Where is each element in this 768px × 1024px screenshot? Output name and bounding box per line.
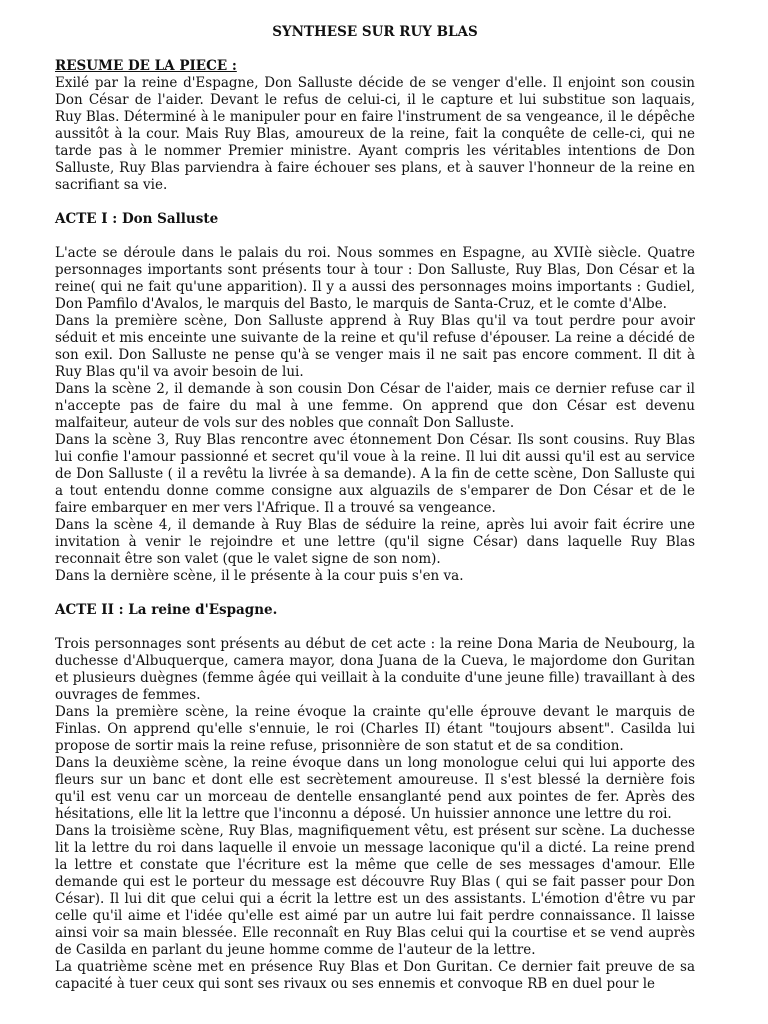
acte1-paragraph: Dans la première scène, Don Salluste apprend à Ruy Blas qu'il va tout perdre pour avoir séduit et mis enceinte une suivante de la reine et qu'il refuse d'épouser. La reine a décidé de son exil. Don Salluste ne pense qu'à se venger mais il ne sait pas encore comment. Il dit à Ruy Blas qu'il va avoir besoin de lui. — [55, 313, 695, 380]
acte1-paragraph: Dans la dernière scène, il le présente à la cour puis s'en va. — [55, 568, 464, 584]
spacer — [55, 194, 695, 211]
acte1-paragraph: Dans la scène 3, Ruy Blas rencontre avec étonnement Don César. Ils sont cousins. Ruy Blas lui confie l'amour passionné et secret qu'il voue à la reine. Il lui dit aussi qu'il est au service de Don Salluste ( il a revêtu la livrée à sa demande). A la fin de cette scène, Don Salluste qui a tout entendu donne comme consigne aux alguazils de s'emparer de Don César et de le faire embarquer en mer vers l'Afrique. Il a trouvé sa vengeance. — [55, 432, 695, 516]
spacer — [55, 619, 695, 636]
acte1-paragraph: Dans la scène 4, il demande à Ruy Blas de séduire la reine, après lui avoir fait écrire une invitation à venir le rejoindre et une lettre (qu'il signe César) dans laquelle Ruy Blas reconnait être son valet (que le valet signe de son nom). — [55, 517, 695, 567]
acte2-paragraph: Dans la troisième scène, Ruy Blas, magnifiquement vêtu, est présent sur scène. La duchesse lit la lettre du roi dans laquelle il envoie un message laconique qu'il a dicté. La reine prend la lettre et constate que l'écriture est la même que celle de ses messages d'amour. Elle demande qui est le porteur du message est découvre Ruy Blas ( qui se fait passer pour Don César). Il lui dit que celui qui a écrit la lettre est un des assistants. L'émotion d'être vu par celle qu'il aime et l'idée qu'elle est aimé par un autre lui fait perdre connaissance. Il laisse ainsi voir sa main blessée. Elle reconnaît en Ruy Blas celui qui la courtise et se vend auprès de Casilda en parlant du jeune homme comme de l'auteur de la lettre. — [55, 823, 695, 958]
acte2-paragraph: Dans la deuxième scène, la reine évoque dans un long monologue celui qui lui apporte des fleurs sur un banc et dont elle est secrètement amoureuse. Il s'est blessé la dernière fois qu'il est venu car un morceau de dentelle ensanglanté pend aux pointes de fer. Après des hésitations, elle lit la lettre que l'inconnu a déposé. Un huissier annonce une lettre du roi. — [55, 755, 695, 822]
acte2-paragraph: La quatrième scène met en présence Ruy Blas et Don Guritan. Ce dernier fait preuve de sa capacité à tuer ceux qui sont ses rivaux ou ses ennemis et convoque RB en duel pour le — [55, 959, 695, 992]
spacer — [55, 228, 695, 245]
acte2-heading: ACTE II : La reine d'Espagne. — [55, 602, 278, 618]
document-title: SYNTHESE SUR RUY BLAS — [272, 24, 478, 40]
resume-heading: RESUME DE LA PIECE : — [55, 58, 237, 74]
document-page — [55, 24, 695, 993]
resume-paragraph: Exilé par la reine d'Espagne, Don Salluste décide de se venger d'elle. Il enjoint son cousin Don César de l'aider. Devant le refus de celui-ci, il le capture et lui substitue son laquais, Ruy Blas. Déterminé à le manipuler pour en faire l'instrument de sa vengeance, il le dépêche aussitôt à la cour. Mais Ruy Blas, amoureux de la reine, fait la conquête de celle-ci, qui ne tarde pas à le nommer Premier ministre. Ayant compris les véritables intentions de Don Salluste, Ruy Blas parviendra à faire échouer ses plans, et à sauver l'honneur de la reine en sacrifiant sa vie. — [55, 75, 695, 193]
acte1-paragraph: Dans la scène 2, il demande à son cousin Don César de l'aider, mais ce dernier refuse car il n'accepte pas de faire du mal à une femme. On apprend que don César est devenu malfaiteur, auteur de vols sur des nobles que connaît Don Salluste. — [55, 381, 695, 431]
acte1-heading: ACTE I : Don Salluste — [55, 211, 219, 227]
acte1-paragraph: L'acte se déroule dans le palais du roi. Nous sommes en Espagne, au XVIIè siècle. Quatre personnages importants sont présents tour à tour : Don Salluste, Ruy Blas, Don César et la reine( qui ne fait qu'une apparition). Il y a aussi des personnages moins importants : Gudiel, Don Pamfilo d'Avalos, le marquis del Basto, le marquis de Santa-Cruz, et le comte d'Albe. — [55, 245, 695, 312]
spacer — [55, 585, 695, 602]
acte2-paragraph: Dans la première scène, la reine évoque la crainte qu'elle éprouve devant le marquis de Finlas. On apprend qu'elle s'ennuie, le roi (Charles II) étant "toujours absent". Casilda lui propose de sortir mais la reine refuse, prisonnière de son statut et de sa condition. — [55, 704, 695, 754]
acte2-paragraph: Trois personnages sont présents au début de cet acte : la reine Dona Maria de Neubourg, la duchesse d'Albuquerque, camera mayor, dona Juana de la Cueva, le majordome don Guritan et plusieurs duègnes (femme âgée qui veillait à la conduite d'une jeune fille) travaillant à des ouvrages de femmes. — [55, 636, 695, 703]
